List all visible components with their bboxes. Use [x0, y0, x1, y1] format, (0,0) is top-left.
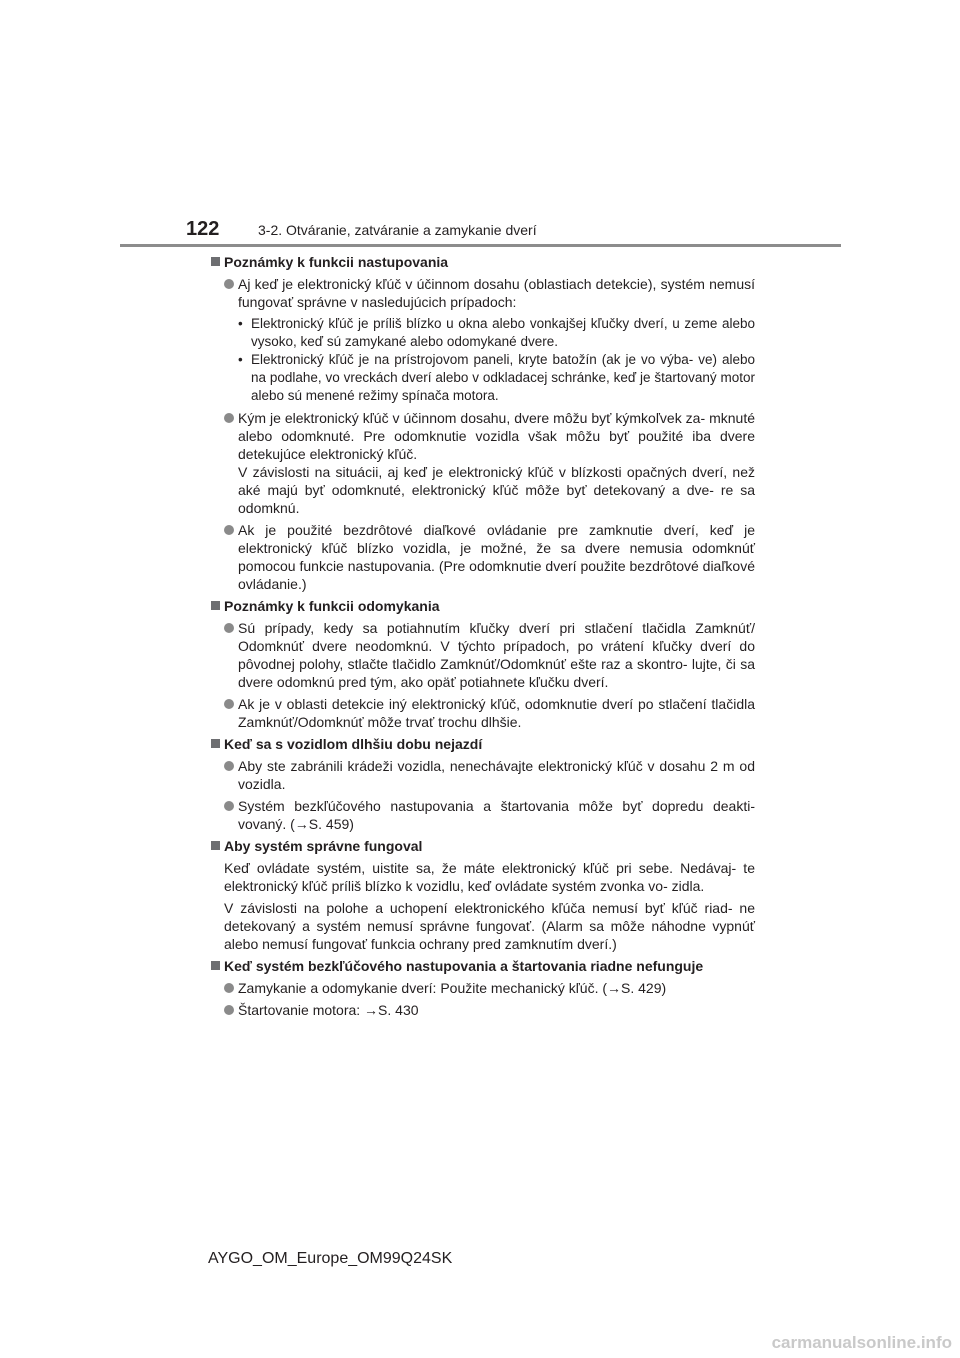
- circle-bullet-icon: [224, 761, 234, 771]
- bullet-item: [210, 619, 755, 691]
- circle-bullet-icon: [224, 623, 234, 633]
- square-bullet-icon: [211, 257, 220, 266]
- section-title: Keď sa s vozidlom dlhšiu dobu nejazdí: [224, 736, 483, 752]
- page-number: 122: [186, 218, 220, 240]
- bullet-item: [210, 1001, 755, 1019]
- circle-bullet-icon: [224, 525, 234, 535]
- bullet-text: Zamykanie a odomykanie dverí: Použite mechanický kľúč. (→S. 429): [238, 980, 667, 996]
- circle-bullet-icon: [224, 1005, 234, 1015]
- bullet-text: Ak je použité bezdrôtové diaľkové ovládanie pre zamknutie dverí, keď je elektronický kľúč blízko vozidla, je možné, že sa dvere nemusia odomknúť pomocou funkcie nastupovania. (Pre odomknutie dverí použite bezdrôtové diaľkové ovládanie.): [238, 522, 755, 592]
- circle-bullet-icon: [224, 983, 234, 993]
- bullet-item: [210, 797, 755, 833]
- bullet-item: [210, 409, 755, 517]
- sub-item-text: Elektronický kľúč je príliš blízko u okna alebo vonkajšej kľučky dverí, u zeme alebo vysoko, keď sú zamykané alebo odomykané dvere.: [251, 316, 755, 349]
- square-bullet-icon: [211, 601, 220, 610]
- dot-icon: •: [238, 352, 243, 367]
- bullet-item: [210, 275, 755, 405]
- circle-bullet-icon: [224, 801, 234, 811]
- sub-list: [238, 315, 755, 405]
- paragraph: Keď ovládate systém, uistite sa, že máte elektronický kľúč pri sebe. Nedávaj- te elektronický kľúč príliš blízko k vozidlu, keď ovládate systém zvonka vo- zidla.: [224, 860, 755, 894]
- section-heading: [210, 597, 755, 615]
- bullet-text: Kým je elektronický kľúč v účinnom dosahu, dvere môžu byť kýmkoľvek za- mknuté alebo odomknuté. Pre odomknutie vozidla však môžu byť použité iba dvere detekujúce elektronický kľúč.: [238, 410, 755, 462]
- bullet-text: Štartovanie motora: →S. 430: [238, 1002, 419, 1018]
- chapter-title: 3-2. Otváranie, zatváranie a zamykanie dverí: [258, 222, 537, 238]
- section-heading: [210, 253, 755, 271]
- square-bullet-icon: [211, 739, 220, 748]
- document-code: AYGO_OM_Europe_OM99Q24SK: [208, 1250, 453, 1267]
- paragraph: V závislosti na polohe a uchopení elektronického kľúča nemusí byť kľúč riad- ne detekovaný a systém nemusí správne fungovať. (Alarm sa môže náhodne vypnúť alebo nemusí fungovať funkcia ochrany pred zamknutím dverí.): [224, 900, 755, 952]
- circle-bullet-icon: [224, 413, 234, 423]
- section-heading: [210, 837, 755, 855]
- square-bullet-icon: [211, 961, 220, 970]
- section-title: Aby systém správne fungoval: [224, 838, 423, 854]
- bullet-text: Aby ste zabránili krádeži vozidla, nenechávajte elektronický kľúč v dosahu 2 m od vozidla.: [238, 758, 755, 792]
- bullet-item: [210, 757, 755, 793]
- circle-bullet-icon: [224, 279, 234, 289]
- section-heading: [210, 735, 755, 753]
- bullet-text: Aj keď je elektronický kľúč v účinnom dosahu (oblastiach detekcie), systém nemusí fungovať správne v nasledujúcich prípadoch:: [238, 276, 755, 310]
- page-content: [210, 253, 755, 1023]
- dot-icon: •: [238, 316, 243, 331]
- bullet-item: [210, 979, 755, 997]
- bullet-text: Systém bezkľúčového nastupovania a štartovania môže byť dopredu deakti- vovaný. (→S. 459): [238, 798, 755, 832]
- square-bullet-icon: [211, 841, 220, 850]
- sub-item: [238, 351, 755, 405]
- bullet-text-continued: V závislosti na situácii, aj keď je elektronický kľúč v blízkosti opačných dverí, než aké majú byť odomknuté, elektronický kľúč môže byť detekovaný a dve- re sa odomknú.: [238, 464, 755, 516]
- bullet-text: Sú prípady, kedy sa potiahnutím kľučky dverí pri stlačení tlačidla Zamknúť/ Odomknúť dvere neodomknú. V týchto prípadoch, po vrátení kľučky dverí do pôvodnej polohy, stlačte tlačidlo Zamknúť/Odomknúť ešte raz a skontro- lujte, či sa dvere odomknú pred tým, ako opäť potiahnete kľučku dverí.: [238, 620, 755, 690]
- section-title: Poznámky k funkcii odomykania: [224, 598, 440, 614]
- section-title: Keď systém bezkľúčového nastupovania a štartovania riadne nefunguje: [224, 958, 704, 974]
- section-heading: [210, 957, 755, 975]
- circle-bullet-icon: [224, 699, 234, 709]
- header-rule: [120, 244, 841, 247]
- sub-item-text: Elektronický kľúč je na prístrojovom paneli, kryte batožín (ak je vo výba- ve) alebo na podlahe, vo vreckách dverí alebo v odkladacej schránke, keď je štartovaný motor alebo sú menené režimy spínača motora.: [251, 352, 755, 403]
- bullet-text: Ak je v oblasti detekcie iný elektronický kľúč, odomknutie dverí po stlačení tlačidla Zamknúť/Odomknúť môže trvať trochu dlhšie.: [238, 696, 755, 730]
- bullet-item: [210, 521, 755, 593]
- section-title: Poznámky k funkcii nastupovania: [224, 254, 449, 270]
- sub-item: [238, 315, 755, 351]
- bullet-item: [210, 695, 755, 731]
- watermark: carmanualsonline.info: [771, 1333, 952, 1352]
